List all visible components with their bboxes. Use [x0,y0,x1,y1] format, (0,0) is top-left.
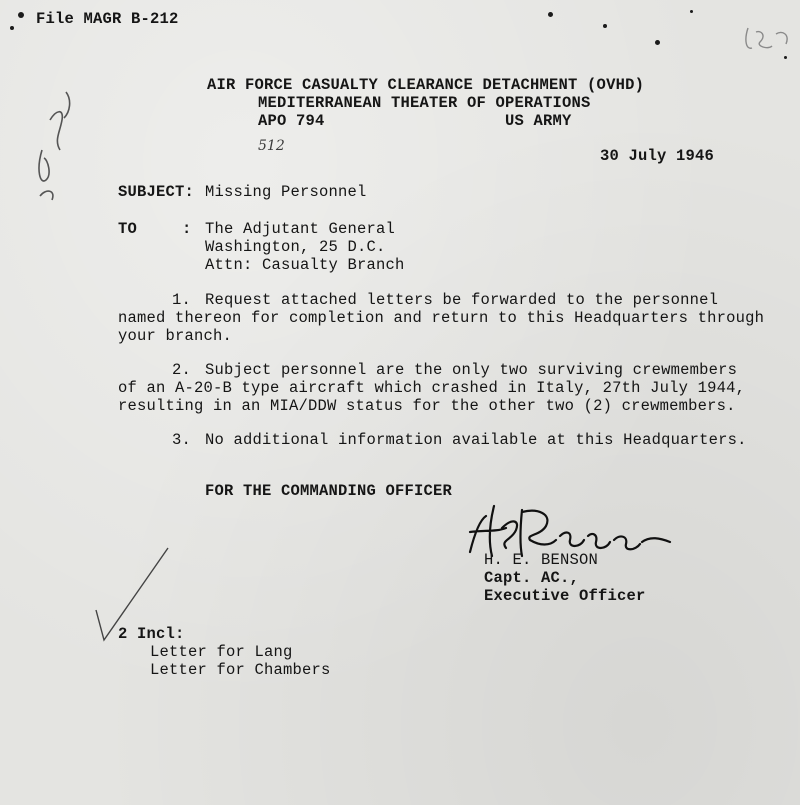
handwritten-number: 512 [258,138,285,154]
addressee-line-1: The Adjutant General [205,220,396,238]
paragraph-2-line-3: resulting in an MIA/DDW status for the other two (2) crewmembers. [118,397,736,415]
signatory-rank: Capt. AC., [484,569,580,587]
paragraph-1-number: 1. [172,291,192,309]
addressee-line-2: Washington, 25 D.C. [205,238,386,256]
paragraph-2-line-1: Subject personnel are the only two surviving crewmembers [205,361,738,379]
subject-label: SUBJECT: [118,183,195,201]
closing-line: FOR THE COMMANDING OFFICER [205,482,453,500]
paragraph-2-line-2: of an A-20-B type aircraft which crashed in Italy, 27th July 1944, [118,379,746,397]
file-reference: File MAGR B-212 [36,10,179,28]
paragraph-1-line-3: your branch. [118,327,233,345]
paragraph-2-number: 2. [172,361,192,379]
subject-value: Missing Personnel [205,183,367,201]
header-theater: MEDITERRANEAN THEATER OF OPERATIONS [258,94,591,112]
signatory-title: Executive Officer [484,587,646,605]
paragraph-3-number: 3. [172,431,192,449]
paragraph-3-line-1: No additional information available at this Headquarters. [205,431,747,449]
letter-date: 30 July 1946 [600,147,715,165]
enclosure-item: Letter for Chambers [150,661,331,679]
signatory-name: H. E. BENSON [484,551,599,569]
to-label: TO [118,220,138,238]
enclosures-label: 2 Incl: [118,625,185,643]
enclosure-item: Letter for Lang [150,643,293,661]
to-colon: : [182,220,192,238]
paragraph-1-line-2: named thereon for completion and return to this Headquarters through [118,309,765,327]
addressee-line-3: Attn: Casualty Branch [205,256,405,274]
header-army: US ARMY [505,112,572,130]
paragraph-1-line-1: Request attached letters be forwarded to the personnel [205,291,719,309]
header-apo: APO 794 [258,112,325,130]
header-organization: AIR FORCE CASUALTY CLEARANCE DETACHMENT (OVHD) [207,76,645,94]
